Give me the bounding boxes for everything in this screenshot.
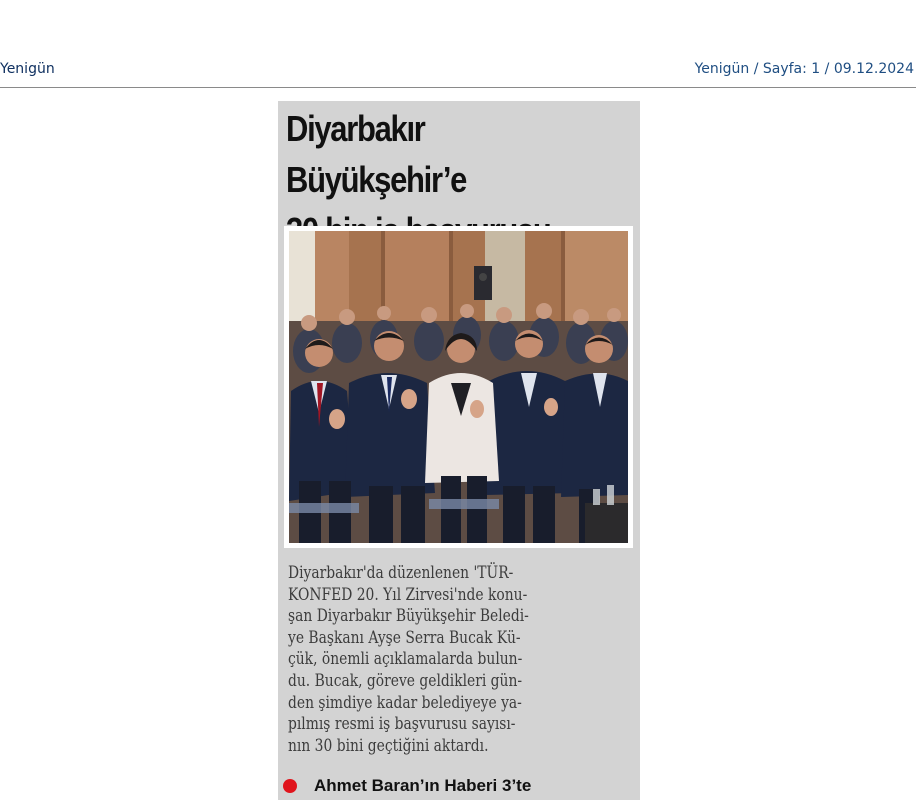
source-page-date: Yenigün / Sayfa: 1 / 09.12.2024 [694, 61, 914, 77]
article-summary: Diyarbakır'da düzenlenen 'TÜR- KONFED 20. Yıl Zirvesi'nde konu- şan Diyarbakır Büyükşehir Beledi- ye Başkanı Ayşe Serra Bucak Kü- çük, önemli açıklamalarda bulun- du. Bucak, göreve geldikleri gün- den şimdiye kadar belediyeye ya- pılmış resmi iş başvurusu sayısı- nın 30 bini geçtiğini aktardı. [288, 563, 529, 756]
publication-name: Yenigün [0, 61, 55, 77]
red-bullet-icon [283, 779, 297, 793]
photo-frame [284, 226, 633, 548]
header-divider [0, 87, 916, 88]
article-photo [289, 231, 628, 543]
article-headline: Diyarbakır Büyükşehir’e [286, 108, 467, 200]
audience-photo-illustration [289, 231, 628, 543]
continuation-reference: Ahmet Baran’ın Haberi 3’te [314, 776, 532, 795]
newspaper-clipping [278, 101, 640, 800]
